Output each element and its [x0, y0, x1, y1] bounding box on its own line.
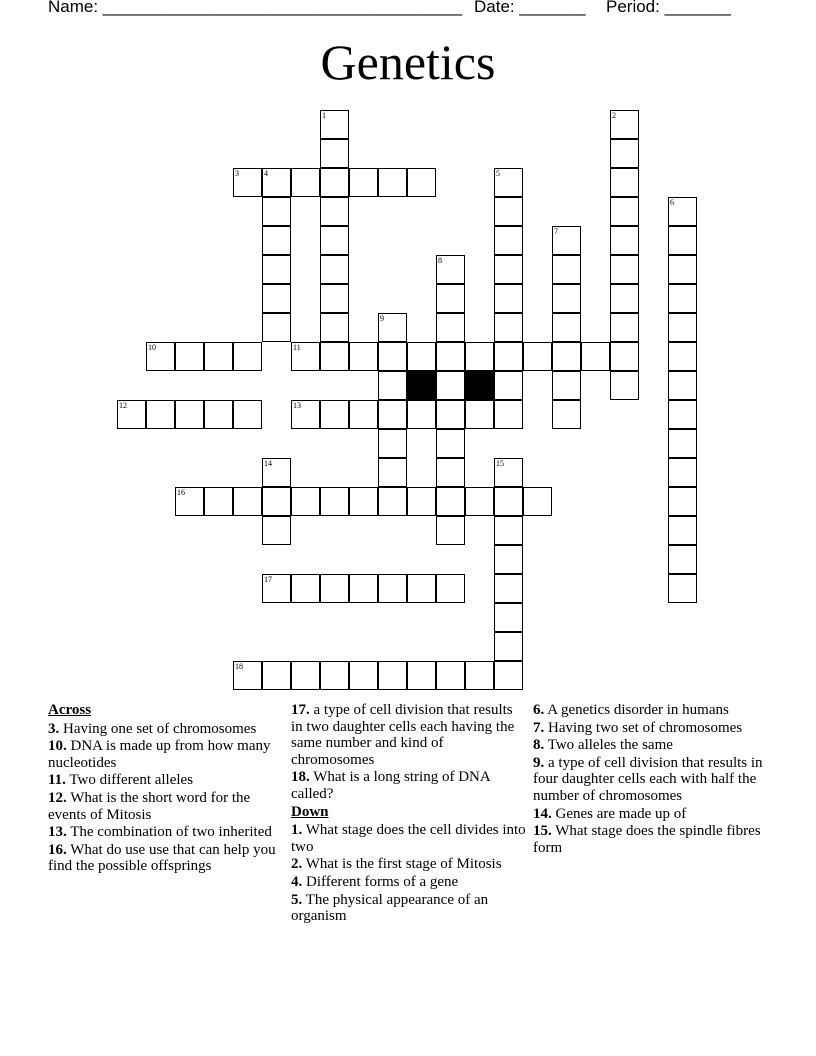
crossword-cell[interactable]: [320, 400, 349, 429]
clue-number: 5: [496, 169, 500, 178]
clue-number: 2: [612, 111, 616, 120]
clue-number: 16: [177, 488, 185, 497]
crossword-cell[interactable]: [494, 342, 523, 371]
name-field-label[interactable]: Name: ______________________________________: [48, 0, 463, 16]
crossword-cell[interactable]: [262, 197, 291, 226]
crossword-cell[interactable]: [117, 400, 146, 429]
crossword-cell[interactable]: [233, 400, 262, 429]
crossword-cell[interactable]: [349, 661, 378, 690]
crossword-cell[interactable]: [436, 371, 465, 400]
period-field-label[interactable]: Period: _______: [606, 0, 731, 16]
crossword-cell[interactable]: [494, 632, 523, 661]
crossword-cell[interactable]: [668, 255, 697, 284]
crossword-cell[interactable]: [407, 487, 436, 516]
down-clue: 5. The physical appearance of an organism: [291, 891, 489, 925]
crossword-cell[interactable]: [262, 313, 291, 342]
crossword-cell[interactable]: [610, 371, 639, 400]
crossword-cell[interactable]: [668, 371, 697, 400]
crossword-cell[interactable]: [407, 168, 436, 197]
crossword-cell[interactable]: [262, 458, 291, 487]
crossword-cell[interactable]: [552, 226, 581, 255]
crossword-cell[interactable]: [610, 139, 639, 168]
crossword-cell[interactable]: [291, 487, 320, 516]
clue-number: 18: [235, 662, 243, 671]
crossword-cell[interactable]: [320, 168, 349, 197]
across-clue: 11. Two different alleles: [48, 772, 194, 789]
clue-number: 13: [293, 401, 301, 410]
across-clue: 16. What do use use that can help you find the possible offsprings: [48, 841, 276, 875]
crossword-cell[interactable]: [320, 574, 349, 603]
crossword-cell[interactable]: [436, 255, 465, 284]
crossword-cell[interactable]: [581, 342, 610, 371]
clue-number: 11: [293, 343, 301, 352]
crossword-cell[interactable]: [668, 458, 697, 487]
crossword-cell[interactable]: [436, 400, 465, 429]
crossword-cell[interactable]: [668, 284, 697, 313]
crossword-cell[interactable]: [291, 661, 320, 690]
crossword-cell[interactable]: [610, 342, 639, 371]
crossword-cell[interactable]: [552, 400, 581, 429]
crossword-cell[interactable]: [465, 400, 494, 429]
crossword-cell[interactable]: [465, 342, 494, 371]
crossword-cell[interactable]: [610, 284, 639, 313]
crossword-cell[interactable]: [494, 458, 523, 487]
crossword-cell[interactable]: [262, 226, 291, 255]
crossword-cell[interactable]: [668, 400, 697, 429]
date-field-label[interactable]: Date: _______: [474, 0, 586, 16]
crossword-cell[interactable]: [146, 342, 175, 371]
clue-number: 12: [119, 401, 127, 410]
crossword-cell[interactable]: [494, 313, 523, 342]
crossword-cell[interactable]: [610, 110, 639, 139]
crossword-cell[interactable]: [320, 284, 349, 313]
crossword-cell[interactable]: [320, 342, 349, 371]
crossword-cell[interactable]: [494, 661, 523, 690]
crossword-cell[interactable]: [436, 661, 465, 690]
clues-column-1: [48, 702, 278, 876]
crossword-cell[interactable]: [320, 139, 349, 168]
crossword-cell[interactable]: [494, 226, 523, 255]
crossword-cell[interactable]: [465, 487, 494, 516]
down-clue: 6. A genetics disorder in humans: [533, 702, 729, 718]
crossword-cell[interactable]: [668, 574, 697, 603]
crossword-cell[interactable]: [407, 342, 436, 371]
across-clue: 18. What is a long string of DNA called?: [291, 769, 490, 802]
crossword-cell[interactable]: [668, 342, 697, 371]
crossword-cell[interactable]: [668, 197, 697, 226]
crossword-cell[interactable]: [262, 516, 291, 545]
crossword-black-cell: [465, 371, 494, 400]
crossword-cell[interactable]: [320, 313, 349, 342]
down-clue: 4. Different forms of a gene: [291, 873, 459, 890]
crossword-cell[interactable]: [668, 226, 697, 255]
clue-number: 6: [670, 198, 674, 207]
crossword-black-cell: [407, 371, 436, 400]
down-clue: 9. a type of cell division that results in four daughter cells each with half the number of chromosomes: [533, 754, 763, 804]
crossword-cell[interactable]: [436, 284, 465, 313]
crossword-cell[interactable]: [204, 342, 233, 371]
crossword-cell[interactable]: [349, 400, 378, 429]
clue-number: 4: [264, 169, 268, 178]
crossword-cell[interactable]: [436, 516, 465, 545]
crossword-cell[interactable]: [175, 487, 204, 516]
crossword-cell[interactable]: [349, 487, 378, 516]
clues-column-2: [291, 702, 527, 926]
crossword-cell[interactable]: [552, 255, 581, 284]
crossword-cell[interactable]: [494, 255, 523, 284]
crossword-cell[interactable]: [494, 516, 523, 545]
crossword-cell[interactable]: [552, 371, 581, 400]
crossword-cell[interactable]: [291, 168, 320, 197]
crossword-cell[interactable]: [349, 168, 378, 197]
across-clue: 13. The combination of two inherited: [48, 824, 272, 841]
crossword-cell[interactable]: [668, 516, 697, 545]
crossword-cell[interactable]: [262, 255, 291, 284]
crossword-cell[interactable]: [233, 487, 262, 516]
down-heading: Down: [291, 803, 329, 820]
clue-number: 17: [264, 575, 272, 584]
crossword-cell[interactable]: [349, 574, 378, 603]
crossword-cell[interactable]: [233, 168, 262, 197]
crossword-cell[interactable]: [668, 487, 697, 516]
down-clue: 7. Having two set of chromosomes: [533, 719, 743, 736]
crossword-cell[interactable]: [494, 603, 523, 632]
down-clue: 2. What is the first stage of Mitosis: [291, 856, 502, 873]
down-clue: 1. What stage does the cell divides into two: [291, 822, 526, 855]
crossword-cell[interactable]: [407, 574, 436, 603]
crossword-cell[interactable]: [436, 342, 465, 371]
crossword-cell[interactable]: [494, 168, 523, 197]
crossword-cell[interactable]: [262, 661, 291, 690]
crossword-cell[interactable]: [378, 429, 407, 458]
crossword-cell[interactable]: [552, 284, 581, 313]
across-clue: 17. a type of cell division that results in two daughter cells each having the same number and kind of chromosomes: [291, 702, 515, 768]
crossword-cell[interactable]: [436, 313, 465, 342]
crossword-cell[interactable]: [349, 342, 378, 371]
crossword-cell[interactable]: [262, 284, 291, 313]
crossword-cell[interactable]: [407, 400, 436, 429]
crossword-cell[interactable]: [378, 458, 407, 487]
clue-number: 7: [554, 227, 558, 236]
crossword-cell[interactable]: [291, 342, 320, 371]
page-title: Genetics: [320, 34, 496, 90]
clue-number: 8: [438, 256, 442, 265]
crossword-cell[interactable]: [233, 661, 262, 690]
crossword-cell[interactable]: [146, 400, 175, 429]
crossword-cell[interactable]: [523, 342, 552, 371]
crossword-cell[interactable]: [378, 342, 407, 371]
crossword-cell[interactable]: [378, 574, 407, 603]
down-clue: 15. What stage does the spindle fibres form: [533, 823, 761, 856]
crossword-cell[interactable]: [320, 661, 349, 690]
crossword-cell[interactable]: [378, 487, 407, 516]
across-clue: 12. What is the short word for the events of Mitosis: [48, 789, 251, 823]
crossword-cell[interactable]: [291, 400, 320, 429]
clue-number: 14: [264, 459, 272, 468]
crossword-cell[interactable]: [436, 458, 465, 487]
crossword-cell[interactable]: [436, 574, 465, 603]
crossword-cell[interactable]: [378, 661, 407, 690]
crossword-cell[interactable]: [378, 371, 407, 400]
crossword-cell[interactable]: [407, 661, 436, 690]
clue-number: 9: [380, 314, 384, 323]
crossword-cell[interactable]: [320, 487, 349, 516]
crossword-cell[interactable]: [465, 661, 494, 690]
crossword-cell[interactable]: [233, 342, 262, 371]
crossword-cell[interactable]: [494, 197, 523, 226]
across-clue: 10. DNA is made up from how many nucleotides: [48, 738, 271, 771]
crossword-cell[interactable]: [494, 400, 523, 429]
crossword-cell[interactable]: [436, 429, 465, 458]
crossword-cell[interactable]: [262, 574, 291, 603]
across-heading: Across: [48, 702, 92, 718]
crossword-cell[interactable]: [204, 400, 233, 429]
down-clue: 8. Two alleles the same: [533, 737, 673, 754]
crossword-cell[interactable]: [494, 574, 523, 603]
clue-number: 1: [322, 111, 326, 120]
crossword-cell[interactable]: [494, 371, 523, 400]
clue-number: 10: [148, 343, 156, 352]
crossword-cell[interactable]: [610, 168, 639, 197]
crossword-cell[interactable]: [262, 168, 291, 197]
down-clue: 14. Genes are made up of: [533, 805, 687, 822]
across-clue: 3. Having one set of chromosomes: [48, 720, 257, 737]
crossword-cell[interactable]: [320, 255, 349, 284]
crossword-cell[interactable]: [610, 226, 639, 255]
clues-column-3: [533, 702, 769, 857]
crossword-cell[interactable]: [175, 400, 204, 429]
crossword-cell[interactable]: [378, 313, 407, 342]
crossword-cell[interactable]: [552, 342, 581, 371]
crossword-cell[interactable]: [523, 487, 552, 516]
crossword-cell[interactable]: [552, 313, 581, 342]
crossword-cell[interactable]: [175, 342, 204, 371]
crossword-cell[interactable]: [610, 255, 639, 284]
crossword-cell[interactable]: [320, 110, 349, 139]
crossword-cell[interactable]: [610, 313, 639, 342]
crossword-cell[interactable]: [668, 545, 697, 574]
crossword-cell[interactable]: [610, 197, 639, 226]
crossword-cell[interactable]: [262, 487, 291, 516]
crossword-cell[interactable]: [378, 168, 407, 197]
clue-number: 15: [496, 459, 504, 468]
crossword-cell[interactable]: [320, 197, 349, 226]
crossword-cell[interactable]: [436, 487, 465, 516]
crossword-cell[interactable]: [291, 574, 320, 603]
crossword-cell[interactable]: [494, 545, 523, 574]
crossword-cell[interactable]: [320, 226, 349, 255]
crossword-cell[interactable]: [494, 284, 523, 313]
crossword-cell[interactable]: [668, 313, 697, 342]
crossword-cell[interactable]: [494, 487, 523, 516]
clue-number: 3: [235, 169, 239, 178]
crossword-cell[interactable]: [378, 400, 407, 429]
crossword-cell[interactable]: [668, 429, 697, 458]
crossword-cell[interactable]: [204, 487, 233, 516]
